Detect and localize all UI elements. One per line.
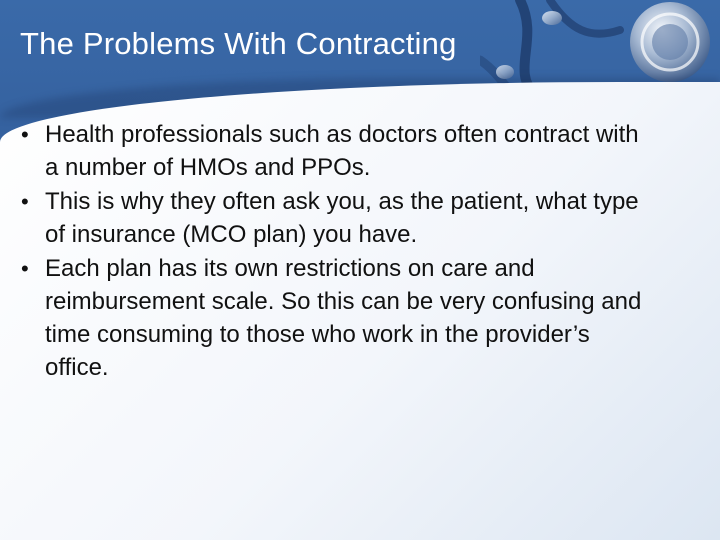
bullet-item [18,252,658,384]
bullet-dot: • [21,122,29,147]
bullet-item [18,118,658,184]
slide-title: The Problems With Contracting [20,26,457,61]
bullet-text: Each plan has its own restrictions on care and reimbursement scale. So this can be very confusing and time consuming to those who work in the provider’s office. [45,255,642,381]
bullet-list [18,118,658,385]
bullet-text: Health professionals such as doctors often contract with a number of HMOs and PPOs. [45,121,639,181]
bullet-item [18,185,658,251]
bullet-dot: • [21,189,29,214]
bullet-text: This is why they often ask you, as the patient, what type of insurance (MCO plan) you have. [45,188,639,248]
bullet-dot: • [21,256,29,281]
